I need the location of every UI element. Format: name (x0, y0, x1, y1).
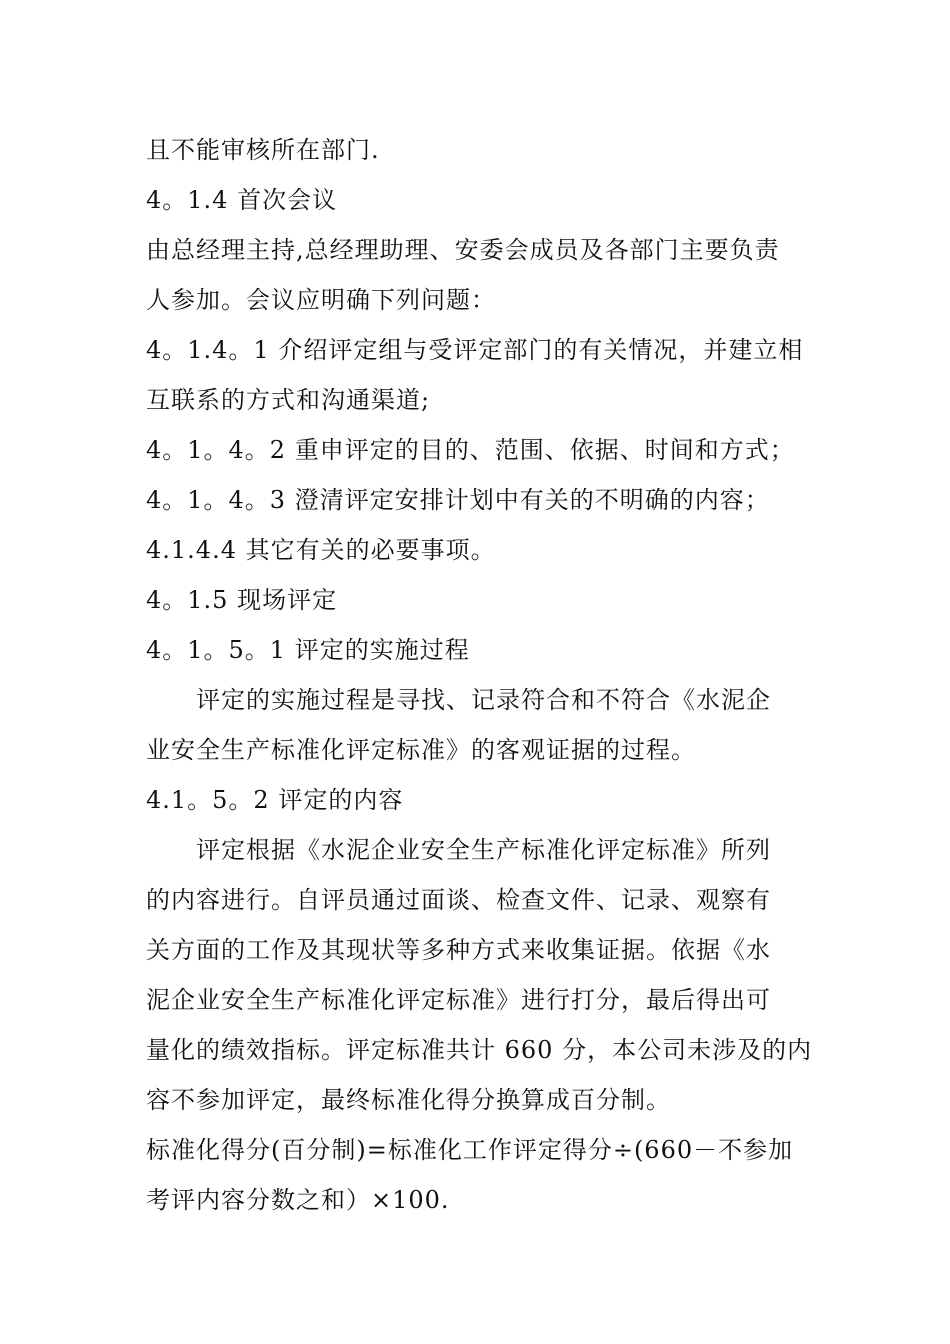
text-line: 标准化得分(百分制)=标准化工作评定得分÷(660－不参加 (146, 1136, 794, 1164)
text-line: 人参加。会议应明确下列问题： (146, 286, 496, 314)
text-line: 评定的实施过程是寻找、记录符合和不符合《水泥企 (196, 686, 771, 714)
text-line: 量化的绩效指标。评定标准共计 660 分，本公司未涉及的内 (146, 1036, 813, 1064)
text-line: 泥企业安全生产标准化评定标准》进行打分，最后得出可 (146, 986, 771, 1014)
text-line: 互联系的方式和沟通渠道; (146, 386, 431, 414)
text-line: 容不参加评定，最终标准化得分换算成百分制。 (146, 1086, 671, 1114)
text-line: 4。1.4。1 介绍评定组与受评定部门的有关情况，并建立相 (146, 336, 804, 364)
text-line: 4。1.5 现场评定 (146, 586, 338, 614)
text-line: 4。1。4。3 澄清评定安排计划中有关的不明确的内容； (146, 486, 770, 514)
document-body (146, 125, 811, 1225)
text-line: 4。1。5。1 评定的实施过程 (146, 636, 470, 664)
text-line: 的内容进行。自评员通过面谈、检查文件、记录、观察有 (146, 886, 771, 914)
text-line: 业安全生产标准化评定标准》的客观证据的过程。 (146, 736, 696, 764)
text-line: 且不能审核所在部门. (146, 136, 380, 164)
text-line: 4。1.4 首次会议 (146, 186, 338, 214)
text-line: 由总经理主持,总经理助理、安委会成员及各部门主要负责 (146, 236, 780, 264)
text-line: 关方面的工作及其现状等多种方式来收集证据。依据《水 (146, 936, 771, 964)
text-line: 考评内容分数之和）×100. (146, 1186, 450, 1214)
text-line: 评定根据《水泥企业安全生产标准化评定标准》所列 (196, 836, 771, 864)
text-line: 4.1.4.4 其它有关的必要事项。 (146, 536, 496, 564)
text-line: 4。1。4。2 重申评定的目的、范围、依据、时间和方式； (146, 436, 795, 464)
text-line: 4.1。5。2 评定的内容 (146, 786, 404, 814)
